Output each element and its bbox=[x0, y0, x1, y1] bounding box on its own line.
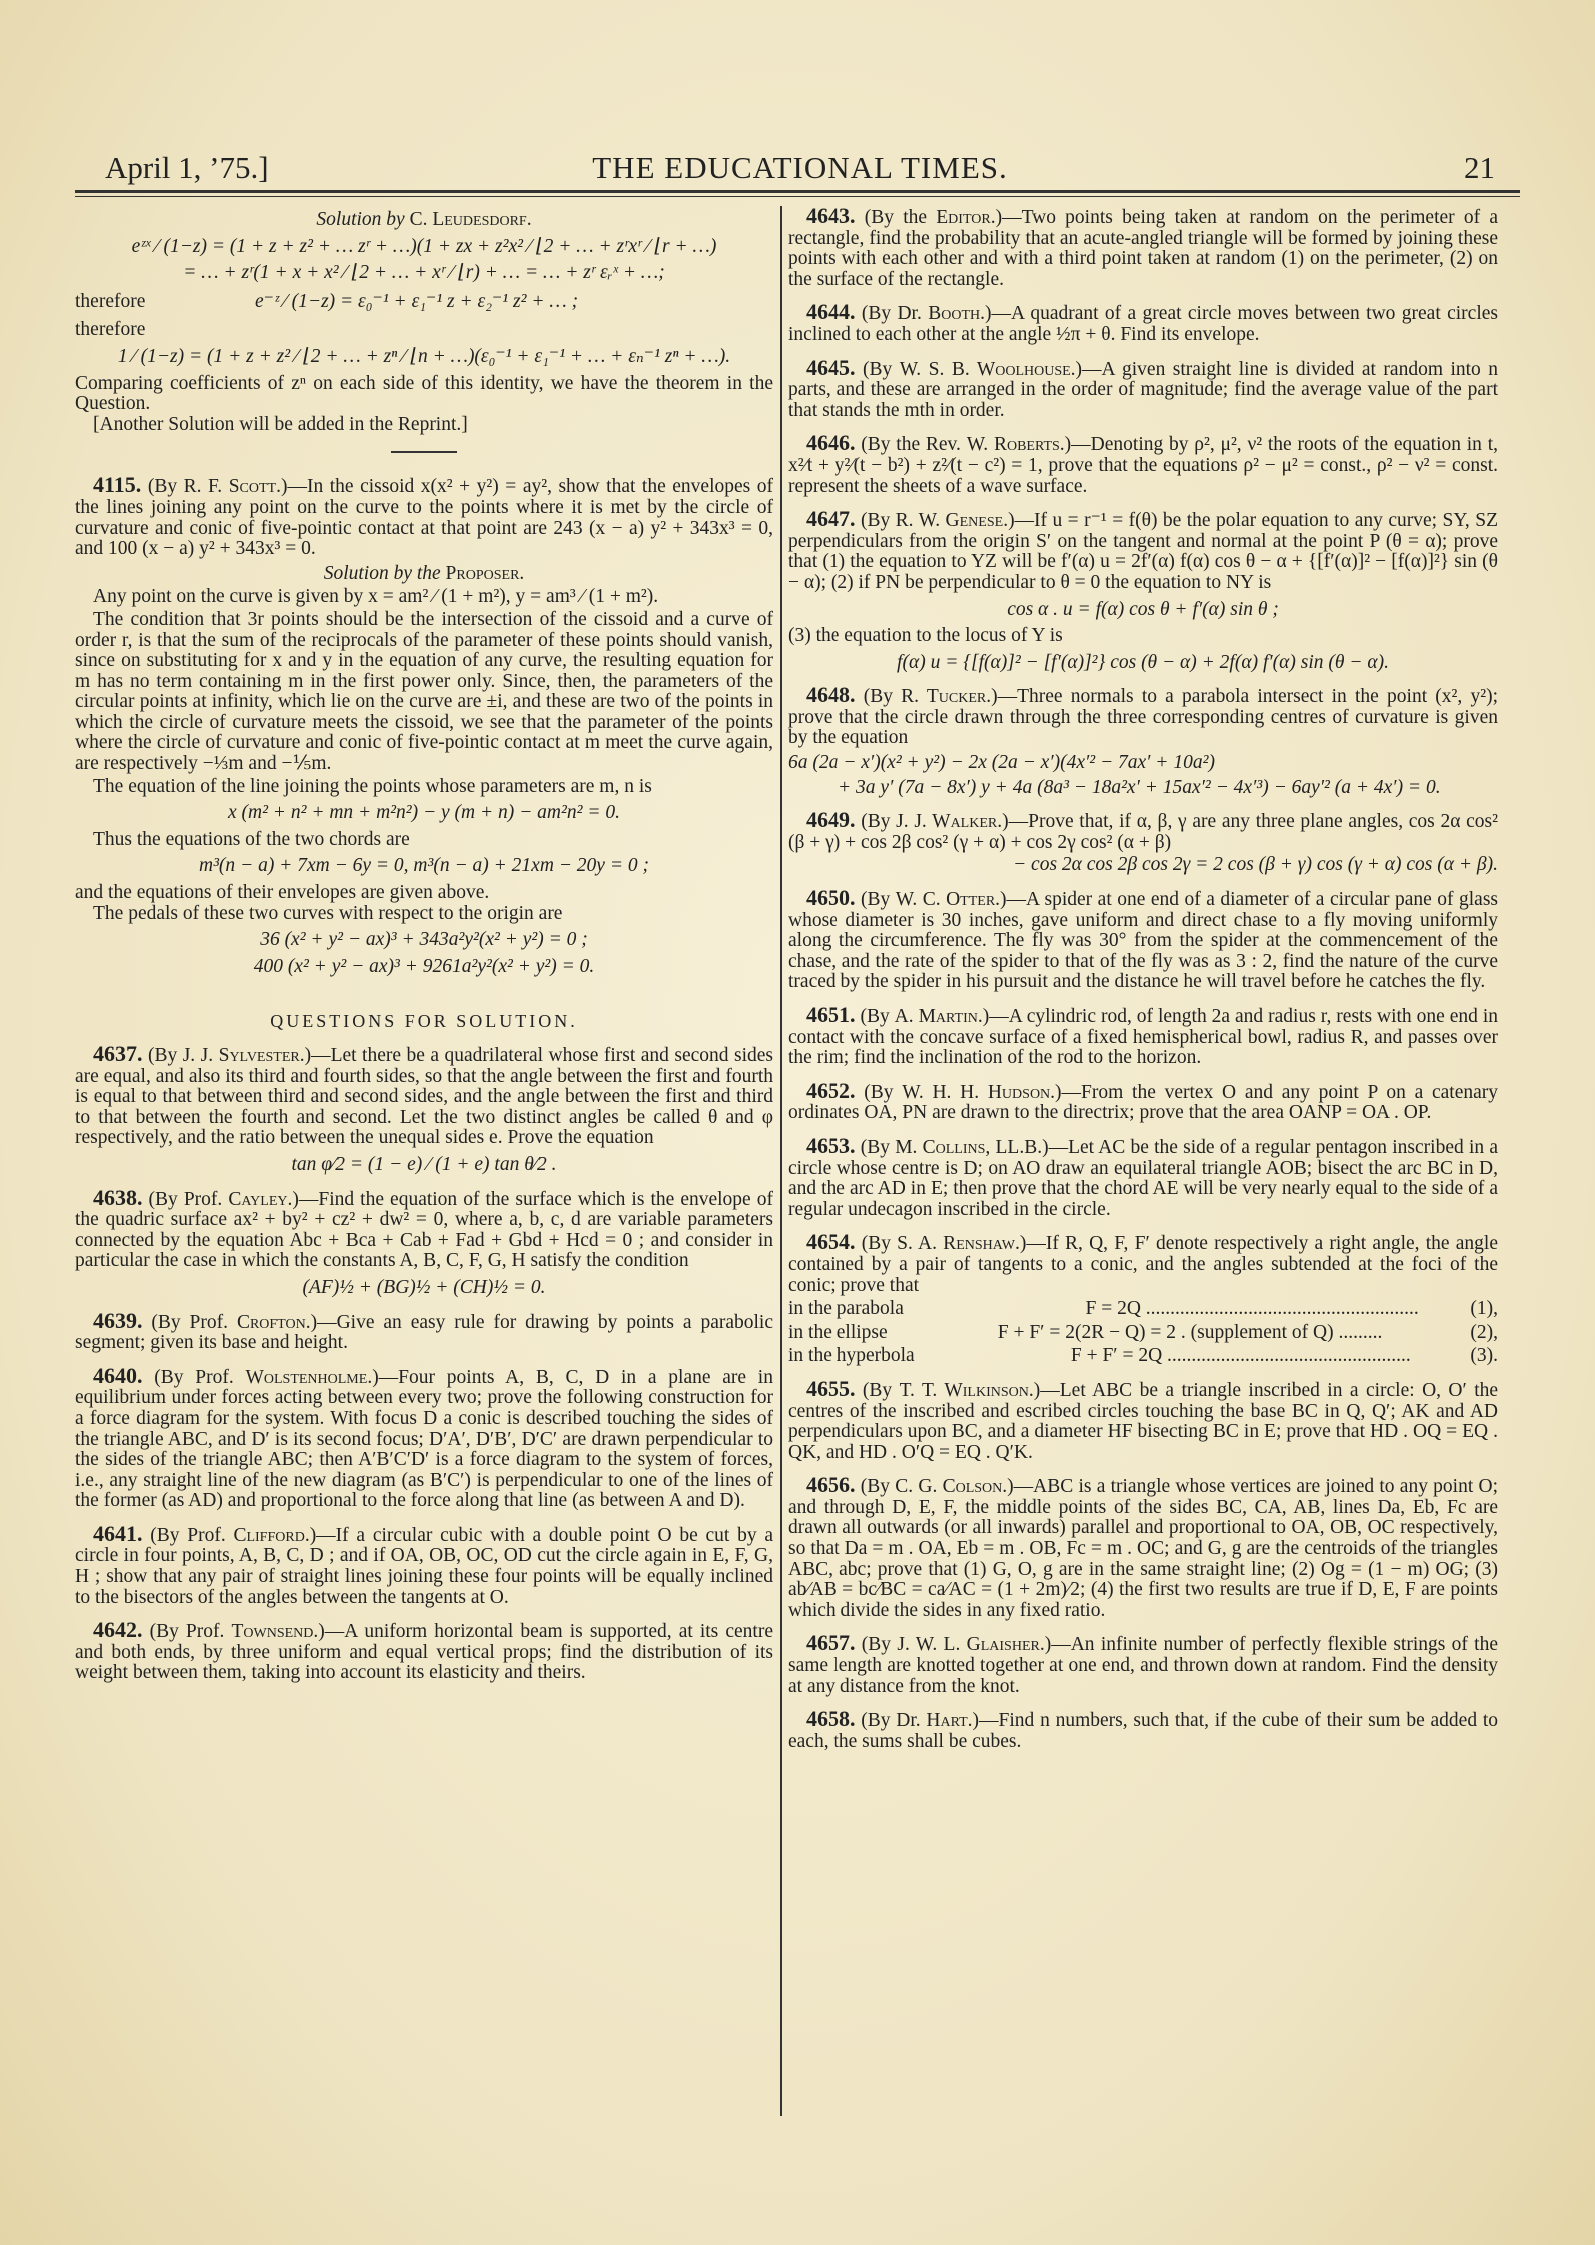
equation: eᶻˣ ⁄ (1−z) = (1 + z + z² + … zʳ + …)(1 + zx + z²x² ⁄ ⌊2 + … + zʳxʳ ⁄ ⌊r + …) bbox=[131, 235, 717, 257]
question-author: Clifford bbox=[233, 1524, 305, 1546]
question-author: R. Tucker bbox=[901, 686, 987, 708]
question-text: .)—A uniform horizontal beam is supported, at its centre and both ends, by three uniform and equal vertical props; find the distribution of its weight between them, taking into account its elasticity and theirs. bbox=[75, 1621, 773, 1684]
question-author: Hart bbox=[926, 1710, 968, 1732]
question-author: T. T. Wilkinson bbox=[899, 1379, 1029, 1401]
question-by: (By bbox=[855, 1476, 896, 1498]
question-text: .)—Two points being taken at random on the perimeter of a rectangle, find the probability that an acute-angled triangle will be formed by joining these points with each other and with a third point taken at random (1) on the perimeter, (2) on the surface of the rectangle. bbox=[788, 207, 1499, 290]
question-text: .)—Let ABC be a triangle inscribed in a circle: O, O′ the centres of the inscribed and escribed circles touching the base BC in Q, Q′; AK and AD perpendiculars upon BC, and a diameter HF bisecting BC in E; prove that HD . OQ = EQ . QK, and HD . O′Q = EQ . Q′K. bbox=[788, 1379, 1499, 1463]
question-author: C. G. Colson bbox=[895, 1476, 1003, 1498]
labelled-equation bbox=[75, 292, 773, 313]
question-author: Crofton bbox=[236, 1311, 306, 1333]
row-label: in the ellipse bbox=[788, 1321, 888, 1343]
paragraph: The equation of the line joining the points whose parameters are m, n is bbox=[93, 775, 652, 797]
left-column bbox=[75, 206, 773, 1686]
equation: 400 (x² + y² − ax)³ + 9261a²y²(x² + y²) = 0. bbox=[253, 955, 595, 977]
question-author: R. F. Scott bbox=[183, 476, 277, 498]
question-number: 4639. bbox=[93, 1307, 143, 1333]
question-by: (By bbox=[855, 1379, 900, 1401]
equation: m³(n − a) + 7xm − 6y = 0, m³(n − a) + 21xm − 20y = 0 ; bbox=[198, 855, 649, 877]
column-divider bbox=[780, 206, 782, 2116]
page-header bbox=[105, 150, 1495, 190]
row-label: in the parabola bbox=[788, 1298, 904, 1320]
question-item bbox=[788, 1472, 1499, 1621]
paragraph: The condition that 3r points should be the intersection of the cissoid and a curve of order r, is that the sum of the reciprocals of the parameter of these points should vanish, since on substituting for x and y in the equation of any curve, the resulting equation for m has no term containing m in the first power only. Since, then, the parameters of the circular points at infinity, which lie on the curve are ±i, and these are two of the points in which the circle of curvature meets the cissoid, we see that the parameter of the points where the circle of curvature and conic of five-pointic contact at m meet the curve again, are respectively −⅓m and −⅕m. bbox=[75, 608, 773, 775]
question-number: 4649. bbox=[806, 807, 856, 833]
question-by: (By bbox=[855, 889, 896, 911]
equation: (AF)½ + (BG)½ + (CH)½ = 0. bbox=[302, 1276, 546, 1298]
section-title: QUESTIONS FOR SOLUTION. bbox=[270, 1011, 578, 1032]
question-by: (By Prof. bbox=[142, 1621, 232, 1643]
question-number: 4642. bbox=[93, 1617, 143, 1643]
question-number: 4654. bbox=[806, 1229, 856, 1255]
paragraph: therefore bbox=[75, 319, 146, 341]
question-item bbox=[788, 1375, 1499, 1463]
solution-author: C. Leudesdorf. bbox=[409, 209, 532, 230]
paragraph: Comparing coefficients of zⁿ on each side of this identity, we have the theorem in the Question. bbox=[75, 372, 773, 415]
question-item bbox=[788, 807, 1498, 853]
header-rule bbox=[75, 190, 1520, 193]
result-row bbox=[788, 1323, 1498, 1344]
row-equation: F = 2Q ........................................................ bbox=[988, 1299, 1419, 1320]
equation: 36 (x² + y² − ax)³ + 343a²y²(x² + y²) = 0 ; bbox=[260, 929, 588, 951]
equation: tan φ⁄2 = (1 − e) ⁄ (1 + e) tan θ⁄2 . bbox=[291, 1153, 557, 1175]
question-text: .)—A quadrant of a great circle moves between two great circles inclined to each other at the angle ½π + θ. Find its envelope. bbox=[788, 303, 1498, 345]
equation: cos α . u = f(α) cos θ + f′(α) sin θ ; bbox=[1007, 598, 1279, 620]
solution-heading-prefix: Solution by bbox=[316, 209, 410, 230]
question-by: (By the Rev. bbox=[855, 434, 967, 456]
paragraph: The pedals of these two curves with respect to the origin are bbox=[93, 902, 563, 924]
paragraph: [Another Solution will be added in the Reprint.] bbox=[93, 413, 468, 435]
row-equation: F + F′ = 2Q .................................................. bbox=[988, 1346, 1411, 1367]
question-item bbox=[788, 1077, 1499, 1124]
question-number: 4653. bbox=[806, 1132, 856, 1158]
equation: 6a (2a − x′)(x² + y²) − 2x (2a − x′)(4x′² − 7ax′ + 10a²) bbox=[788, 752, 1215, 774]
question-author: A. Martin bbox=[894, 1006, 978, 1027]
question-item bbox=[75, 1617, 773, 1684]
question-author: Booth bbox=[928, 303, 981, 325]
question-by: (By bbox=[142, 1045, 183, 1066]
question-number: 4645. bbox=[806, 354, 856, 380]
question-number: 4646. bbox=[806, 430, 856, 456]
question-text: .)—A spider at one end of a diameter of a circular pane of glass whose diameter is 30 inches, gave uniform and direct chase to a fly moving uniformly along the circumference. The fly was 30° from the spider at the commencement of the chase, and the rate of the spider to that of the fly was as 3 : 2, find the nature of the curve traced by the spider in his pursuit and the distance he will travel before he catches the fly. bbox=[788, 889, 1499, 993]
question-by: (By bbox=[855, 1634, 898, 1656]
question-number: 4650. bbox=[806, 885, 856, 911]
question-author: W. C. Otter bbox=[895, 889, 996, 911]
paragraph: (3) the equation to the locus of Y is bbox=[788, 625, 1063, 647]
question-by: (By bbox=[855, 1006, 895, 1027]
question-by: (By Prof. bbox=[142, 1524, 234, 1546]
equation: + 3a y′ (7a − 8x′) y + 4a (8a³ − 18a²x′ + 15ax′² − 4x′³) − 6ay′² (a + 4x′) = 0. bbox=[838, 776, 1441, 798]
question-number: 4651. bbox=[806, 1002, 856, 1027]
right-column bbox=[788, 203, 1499, 1754]
question-author: W. S. B. Woolhouse bbox=[899, 358, 1071, 380]
question-item bbox=[788, 1630, 1498, 1697]
result-row bbox=[788, 1299, 1498, 1320]
question-item bbox=[788, 682, 1498, 749]
solution-author: Proposer. bbox=[445, 562, 525, 584]
question-author: R. W. Genese bbox=[895, 510, 1004, 532]
separator-rule bbox=[391, 451, 457, 453]
question-item bbox=[788, 506, 1498, 593]
paragraph: Thus the equations of the two chords are bbox=[93, 828, 410, 850]
question-author: J. J. Walker bbox=[896, 811, 998, 833]
question-by: (By Dr. bbox=[855, 303, 929, 325]
question-item bbox=[788, 1706, 1499, 1752]
question-by: (By Dr. bbox=[855, 1710, 927, 1732]
paragraph: and the equations of their envelopes are given above. bbox=[75, 882, 490, 904]
question-item bbox=[788, 354, 1499, 422]
question-by: (By bbox=[855, 1136, 896, 1158]
question-item bbox=[75, 1041, 773, 1149]
equation: = … + zʳ(1 + x + x² ⁄ ⌊2 + … + xʳ ⁄ ⌊r) + … = … + zʳ εᵣˣ + …; bbox=[183, 262, 665, 284]
question-item bbox=[75, 472, 774, 560]
equation-label: therefore bbox=[75, 290, 146, 312]
question-item bbox=[75, 1307, 774, 1354]
question-author: M. Collins, LL.B. bbox=[895, 1136, 1043, 1158]
question-text: .)—In the cissoid x(x² + y²) = ay², show that the envelopes of the lines joining any point on the curve to the points where it is met by the circle of curvature and conic of five-pointic contact at that point are 243 (x − a) y² + 343x³ = 0, and 100 (x − a) y² + 343x³ = 0. bbox=[75, 476, 774, 560]
question-text: .)—ABC is a triangle whose vertices are joined to any point O; and through D, E, F, the middle points of the sides BC, CA, AB, lines Da, Eb, Fc are drawn all outwards (or all inwards) parallel and proportional to OA, OB, OC respectively, so that Da = m . OA, Eb = m . OB, Fc = m . OC; and G, g are the centroids of the triangles ABC, abc; prove that (1) G, O, g are in the same straight line; (2) Og = (1 − m) OG; (3) ab⁄AB = bc⁄BC = ca⁄AC = (1 + 2m)⁄2; (4) the first two results are true if D, E, F are points which divide the sides in any fixed ratio. bbox=[788, 1476, 1499, 1621]
question-by: (By Prof. bbox=[142, 1188, 229, 1210]
question-author: Townsend bbox=[231, 1621, 314, 1643]
question-item bbox=[788, 1132, 1498, 1220]
question-number: 4656. bbox=[806, 1472, 856, 1498]
row-reference: (3). bbox=[1470, 1345, 1498, 1367]
question-number: 4648. bbox=[806, 682, 856, 708]
question-item bbox=[75, 1184, 773, 1272]
question-item bbox=[788, 1002, 1499, 1069]
header-rule-thin bbox=[75, 196, 1520, 197]
question-item bbox=[788, 885, 1499, 993]
question-author: W. Roberts bbox=[966, 434, 1060, 456]
question-text: .)—Give an easy rule for drawing by points a parabolic segment; given its base and height. bbox=[75, 1311, 774, 1354]
question-number: 4652. bbox=[806, 1077, 856, 1103]
issue-date: April 1, ’75.] bbox=[105, 150, 269, 185]
question-text: .)—If R, Q, F, F′ denote respectively a right angle, the angle contained by a pair of tangents to a conic, and the angles subtended at the foci of the conic; prove that bbox=[788, 1233, 1498, 1296]
question-by: (By bbox=[855, 1081, 903, 1103]
equation: f(α) u = {[f(α)]² − [f′(α)]²} cos (θ − α) + 2f(α) f′(α) sin (θ − α). bbox=[897, 651, 1389, 673]
question-item bbox=[788, 430, 1498, 497]
question-author: J. J. Sylvester bbox=[182, 1045, 300, 1066]
question-text: .)—Denoting by ρ², μ², ν² the roots of the equation in t, x²⁄t + y²⁄(t − b²) + z²⁄(t − c²) = 1, prove that the equations ρ² − μ² = const., ρ² − ν² = const. represent the sheets of a wave surface. bbox=[788, 434, 1498, 497]
question-author: Editor bbox=[936, 207, 991, 228]
question-by: (By Prof. bbox=[142, 1366, 246, 1388]
equation: x (m² + n² + mn + m²n²) − y (m + n) − am²n² = 0. bbox=[227, 802, 620, 824]
question-text: .)—Three normals to a parabola intersect in the point (x², y²); prove that the circle drawn through the three corresponding centres of curvature is given by the equation bbox=[788, 686, 1498, 749]
equation: − cos 2α cos 2β cos 2γ = 2 cos (β + γ) cos (γ + α) cos (α + β). bbox=[1013, 854, 1498, 876]
question-author: Wolstenholme bbox=[245, 1366, 368, 1388]
question-text: .)—Prove that, if α, β, γ are any three plane angles, cos 2α cos² (β + γ) + cos 2β cos² (γ + α) + cos 2γ cos² (α + β) bbox=[788, 811, 1498, 853]
equation: 1 ⁄ (1−z) = (1 + z + z² ⁄ ⌊2 + … + zⁿ ⁄ ⌊n + …)(ε₀⁻¹ + ε₁⁻¹ + … + εₙ⁻¹ zⁿ + …). bbox=[117, 345, 731, 367]
question-item bbox=[788, 1229, 1498, 1296]
question-number: 4115. bbox=[93, 472, 142, 498]
solution-heading bbox=[75, 564, 773, 585]
question-by: (By the bbox=[855, 207, 937, 228]
question-number: 4640. bbox=[93, 1362, 143, 1388]
row-label: in the hyperbola bbox=[788, 1345, 915, 1367]
question-text: .)—If u = r⁻¹ = f(θ) be the polar equation to any curve; SY, SZ perpendiculars from the origin S′ on the tangent and normal at the point P (θ = α); prove that (1) the equation to YZ will be f′(α) u = 2f′(α) f(α) cos θ − α + {[f′(α)]² − [f(α)]²} sin (θ − α); (2) if PN be perpendicular to θ = 0 the equation to NY is bbox=[788, 510, 1498, 593]
row-equation: F + F′ = 2(2R − Q) = 2 . (supplement of Q) ......... bbox=[988, 1322, 1383, 1343]
row-reference: (2), bbox=[1470, 1321, 1498, 1343]
journal-title: THE EDUCATIONAL TIMES. bbox=[592, 150, 1008, 185]
question-item bbox=[788, 203, 1499, 290]
question-author: S. A. Renshaw bbox=[897, 1233, 1015, 1255]
row-reference: (1), bbox=[1470, 1298, 1498, 1320]
question-author: J. W. L. Glaisher bbox=[897, 1634, 1040, 1656]
question-by: (By bbox=[855, 1233, 898, 1255]
question-number: 4644. bbox=[806, 299, 856, 325]
question-text: .)—Find n numbers, such that, if the cube of their sum be added to each, the sums shall be cubes. bbox=[788, 1710, 1499, 1752]
solution-heading bbox=[75, 210, 773, 231]
question-item bbox=[788, 299, 1498, 345]
question-text: )—Let AC be the side of a regular pentagon inscribed in a circle whose centre is D; on AO draw an equilateral triangle AOB; bisect the arc BC in D, and the arc AD in E; then prove that the chord AE will be very nearly equal to the side of a regular undecagon inscribed in the circle. bbox=[788, 1136, 1498, 1220]
question-number: 4637. bbox=[93, 1041, 143, 1066]
question-by: (By bbox=[855, 358, 900, 380]
question-number: 4638. bbox=[93, 1184, 143, 1210]
question-item bbox=[75, 1362, 773, 1512]
question-by: (By bbox=[855, 686, 902, 708]
question-text: .)—Find the equation of the surface which is the envelope of the quadric surface ax² + by² + cz² + dw² = 0, where a, b, c, d are variable parameters connected by the equation Abc + Bca + Cab + Fad + Gbd + Hcd = 0 ; and consider in particular the case in which the constants A, B, C, F, G, H satisfy the condition bbox=[75, 1188, 773, 1272]
solution-heading-prefix: Solution by the bbox=[323, 562, 446, 584]
question-number: 4655. bbox=[806, 1375, 856, 1401]
question-text: .)—From the vertex O and any point P on a catenary ordinates OA, PN are drawn to the directrix; prove that the area OANP = OA . OP. bbox=[788, 1081, 1499, 1124]
question-text: .)—A given straight line is divided at random into n parts, and these are arranged in the order of magnitude; find the average value of the part that stands the mth in order. bbox=[788, 358, 1499, 421]
question-text: .)—If a circular cubic with a double point O be cut by a circle in four points, A, B, C, D ; and if OA, OB, OC, OD cut the circle again in E, F, G, H ; show that any pair of straight lines joining these four points will be equally inclined to the bisectors of the angles between the tangents at O. bbox=[75, 1524, 773, 1608]
equation: e⁻ᶻ ⁄ (1−z) = ε₀⁻¹ + ε₁⁻¹ z + ε₂⁻¹ z² + … ; bbox=[255, 290, 579, 312]
question-by: (By bbox=[141, 476, 184, 498]
question-item bbox=[75, 1520, 773, 1608]
question-text: .)—An infinite number of perfectly flexible strings of the same length are knotted together at one end, and thrown down at random. Find the density at any distance from the knot. bbox=[788, 1634, 1498, 1697]
question-number: 4647. bbox=[806, 506, 856, 532]
result-row bbox=[788, 1346, 1498, 1367]
question-text: .)—A cylindric rod, of length 2a and radius r, rests with one end in contact with the concave surface of a fixed hemispherical bowl, radius R, and passes over the rim; find the inclination of the rod to the horizon. bbox=[788, 1006, 1499, 1069]
question-number: 4658. bbox=[806, 1706, 856, 1732]
paragraph: Any point on the curve is given by x = am² ⁄ (1 + m²), y = am³ ⁄ (1 + m²). bbox=[93, 586, 659, 608]
question-number: 4657. bbox=[806, 1630, 856, 1656]
question-author: Cayley bbox=[228, 1188, 288, 1210]
question-by: (By bbox=[855, 811, 897, 833]
question-by: (By bbox=[855, 510, 896, 532]
question-text: .)—Four points A, B, C, D in a plane are in equilibrium under forces acting between every two; prove the following construction for a force diagram for the system. With focus D a conic is described touching the sides of the triangle ABC, and D′ is its second focus; D′A′, D′B′, D′C′ are drawn perpendicular to the sides of the triangle ABC; then A′B′C′D′ is a force diagram to the system of forces, i.e., any straight line of the new diagram (as B′C′) is perpendicular to one of the lines of the former (as AD) and proportional to the force along that line (as between A and D). bbox=[75, 1366, 773, 1512]
question-author: W. H. H. Hudson bbox=[902, 1081, 1051, 1103]
question-text: .)—Let there be a quadrilateral whose first and second sides are equal, and also its third and fourth sides, so that the angle between the first and fourth is equal to that between third and second sides, and the angle between the first and third to that between the fourth and second. Let the two distinct angles be called θ and φ respectively, and the ratio between the unequal sides e. Prove the equation bbox=[75, 1045, 773, 1149]
question-number: 4643. bbox=[806, 203, 856, 228]
page-number: 21 bbox=[1464, 150, 1495, 185]
question-by: (By Prof. bbox=[142, 1311, 237, 1333]
question-number: 4641. bbox=[93, 1520, 143, 1546]
